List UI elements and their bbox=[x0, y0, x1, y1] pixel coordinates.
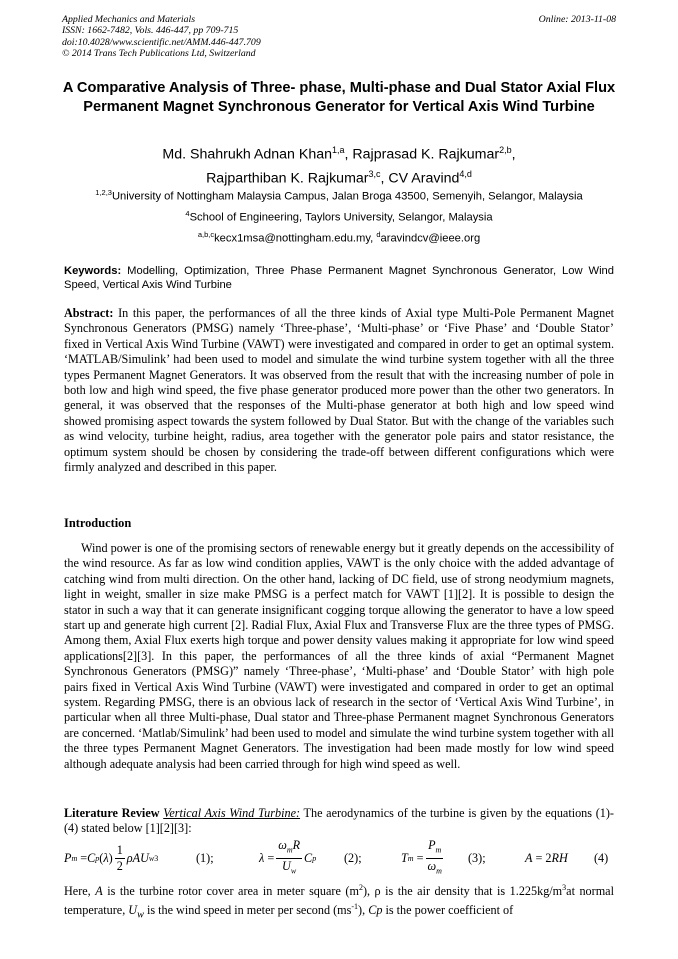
keywords-text: Modelling, Optimization, Three Phase Permanent Magnet Synchronous Generator, Low Wind Speed, Vertical Axis Wind Turbine bbox=[64, 265, 615, 292]
abstract-label: Abstract: bbox=[64, 306, 114, 320]
equation-number: (4) bbox=[594, 850, 609, 865]
vawt-subheading: Vertical Axis Wind Turbine: bbox=[163, 806, 301, 820]
equation-explanation-paragraph: Here, A is the turbine rotor cover area in meter square $(m^2)$, ρ is the air density that is $1.225kg/m^3at$ normal temperature, $U_w$ is the wind speed in meter per second $(ms^{-1})$, Cp is the power coefficient of bbox=[64, 883, 614, 921]
equation-number: (3); bbox=[468, 850, 486, 865]
paper-title: A Comparative Analysis of Three- phase, Multi-phase and Dual Stator Axial Flux Permanent Magnet Synchronous Generator for Vertical Axis Wind Turbine bbox=[62, 80, 616, 115]
author-affiliation-mark: 1,a bbox=[332, 145, 345, 155]
doi-link[interactable]: doi:10.4028/www.scientific.net/AMM.446-447.709 bbox=[62, 36, 261, 48]
equation-1: P m = C p ( λ ) $\frac{1}{2}$ ρAU w 3 bbox=[64, 842, 159, 873]
online-date: Online: 2013-11-08 bbox=[538, 14, 616, 25]
literature-review-paragraph bbox=[64, 806, 614, 837]
keywords bbox=[64, 264, 614, 293]
equation-number: (1); bbox=[196, 850, 214, 865]
email-link[interactable]: kecx1msa@nottingham.edu.my, bbox=[214, 232, 377, 245]
affiliation-1: $^{1,2,3}$University of Nottingham Malaysia Campus, Jalan Broga 43500, Semenyih, Selangor, Malaysia bbox=[95, 188, 583, 203]
equation-row bbox=[64, 838, 614, 878]
equation-number: (2); bbox=[344, 850, 362, 865]
literature-text: The aerodynamics of the turbine is given by the equations (1)-(4) stated below [1][2][3]: bbox=[64, 806, 614, 836]
author-name: Md. Shahrukh Adnan Khan bbox=[162, 146, 333, 163]
journal-name: Applied Mechanics and Materials bbox=[62, 14, 196, 25]
author-name: Rajprasad K. Rajkumar bbox=[352, 146, 500, 163]
copyright: © 2014 Trans Tech Publications Ltd, Switzerland bbox=[62, 48, 256, 60]
introduction-paragraph: Wind power is one of the promising sectors of renewable energy but it greatly depends on the accessibility of the wind resource. As far as low wind condition applies, VAWT is the only choice with the added advantage of catching wind from multi direction. On the other hand, lacking of DC field, use of strong neodymium magnets, light in weight, smaller in size make PMSG is a perfect match for VAWT [1][2]. It is possible to design the stator in such a way that it can generate insignificant cogging torque allowing the generator to have a low speed start up and generate high current [2]. Radial Flux, Axial Flux and Transverse Flux are the three types of PMSG. Among them, Axial Flux exerts high torque and power density values making it appropriate for low wind speed applications[2][3]. In this paper, the performances of all the three kinds of axial “Permanent Magnet Synchronous Generators (PMSG)” namely ‘Three-phase’, ‘Multi-phase’ and ‘Double Stator’ with high pole pairs fixed in Vertical Axis Wind Turbine (VAWT) were investigated and compared in order to get an optimal system. Regarding PMSG, there is an obvious lack of research in the sector of ‘Vertical Axis Wind Turbine’, in particular when all three Multi-phase, Dual stator and Three-phase Permanent magnet Synchronous Generators are concerned. ‘Matlab/Simulink’ had been used to model and simulate the wind turbine system together with all the three types Permanent Magnet Generators. The investigation had been made mostly for low wind speed although adequate analysis had been carried through for high wind speed as well. bbox=[64, 541, 614, 771]
author-name: Rajparthiban K. Rajkumar bbox=[206, 170, 369, 187]
literature-review-label: Literature Review bbox=[64, 806, 160, 820]
equation-3: T m = $\frac{P_m}{\omega_m}$ bbox=[401, 838, 442, 875]
issn: ISSN: 1662-7482, Vols. 446-447, pp 709-715 bbox=[62, 25, 239, 37]
affiliation-2: $^4$School of Engineering, Taylors University, Selangor, Malaysia bbox=[185, 209, 493, 224]
journal-header bbox=[62, 14, 616, 60]
author-affiliation-mark: 2,b bbox=[499, 145, 512, 155]
abstract bbox=[64, 306, 614, 475]
author-affiliation-mark: 3,c bbox=[368, 168, 381, 179]
author-list: Md. Shahrukh Adnan Khan$^{1,a}$, Rajprasad K. Rajkumar$^{2,b}$, Rajparthiban K. Rajkumar$^{3,c}$, CV Aravind$^{4,d}$ bbox=[162, 145, 516, 187]
email-link[interactable]: aravindcv@ieee.org bbox=[380, 232, 481, 245]
keywords-label: Keywords: bbox=[64, 265, 122, 277]
equation-4: A = 2 RH bbox=[525, 850, 568, 865]
equation-2: λ = $\frac{\omega_mR}{U_w}$ C p bbox=[259, 838, 317, 875]
section-heading-introduction: Introduction bbox=[64, 516, 132, 530]
author-emails: $^{a,b,c}$kecx1msa@nottingham.edu.my, $^d$aravindcv@ieee.org bbox=[197, 230, 481, 245]
abstract-text: In this paper, the performances of all the three kinds of Axial type Multi-Pole Permanent Magnet Synchronous Generators (PMSG) namely ‘Three-phase’, ‘Multi-phase’ or ‘Five Phase’ and ‘Double Stator’ fixed in Vertical Axis Wind Turbine (VAWT) were investigated and compared in order to get an optimal system. ‘MATLAB/Simulink’ had been used to model and simulate the wind turbine system together with all the three types Permanent Magnet Generators. It was observed from the result that with the increasing number of pole in both low and high wind speed, the five phase generator produced more power than the other two generators. In general, it was observed that the responses of the Multi-phase generator at both high and low speed wind showed promising aspect towards the system followed by Dual Stator. But with the change of the variables such as wind velocity, turbine height, radius, area together with the generator pole pairs and stator resistance, the optimum system should be chosen by considering the trade-off between different configurations which were firmly analyzed and described in this paper. bbox=[64, 306, 614, 475]
author-affiliation-mark: 4,d bbox=[459, 168, 472, 179]
author-name: CV Aravind bbox=[388, 170, 460, 187]
